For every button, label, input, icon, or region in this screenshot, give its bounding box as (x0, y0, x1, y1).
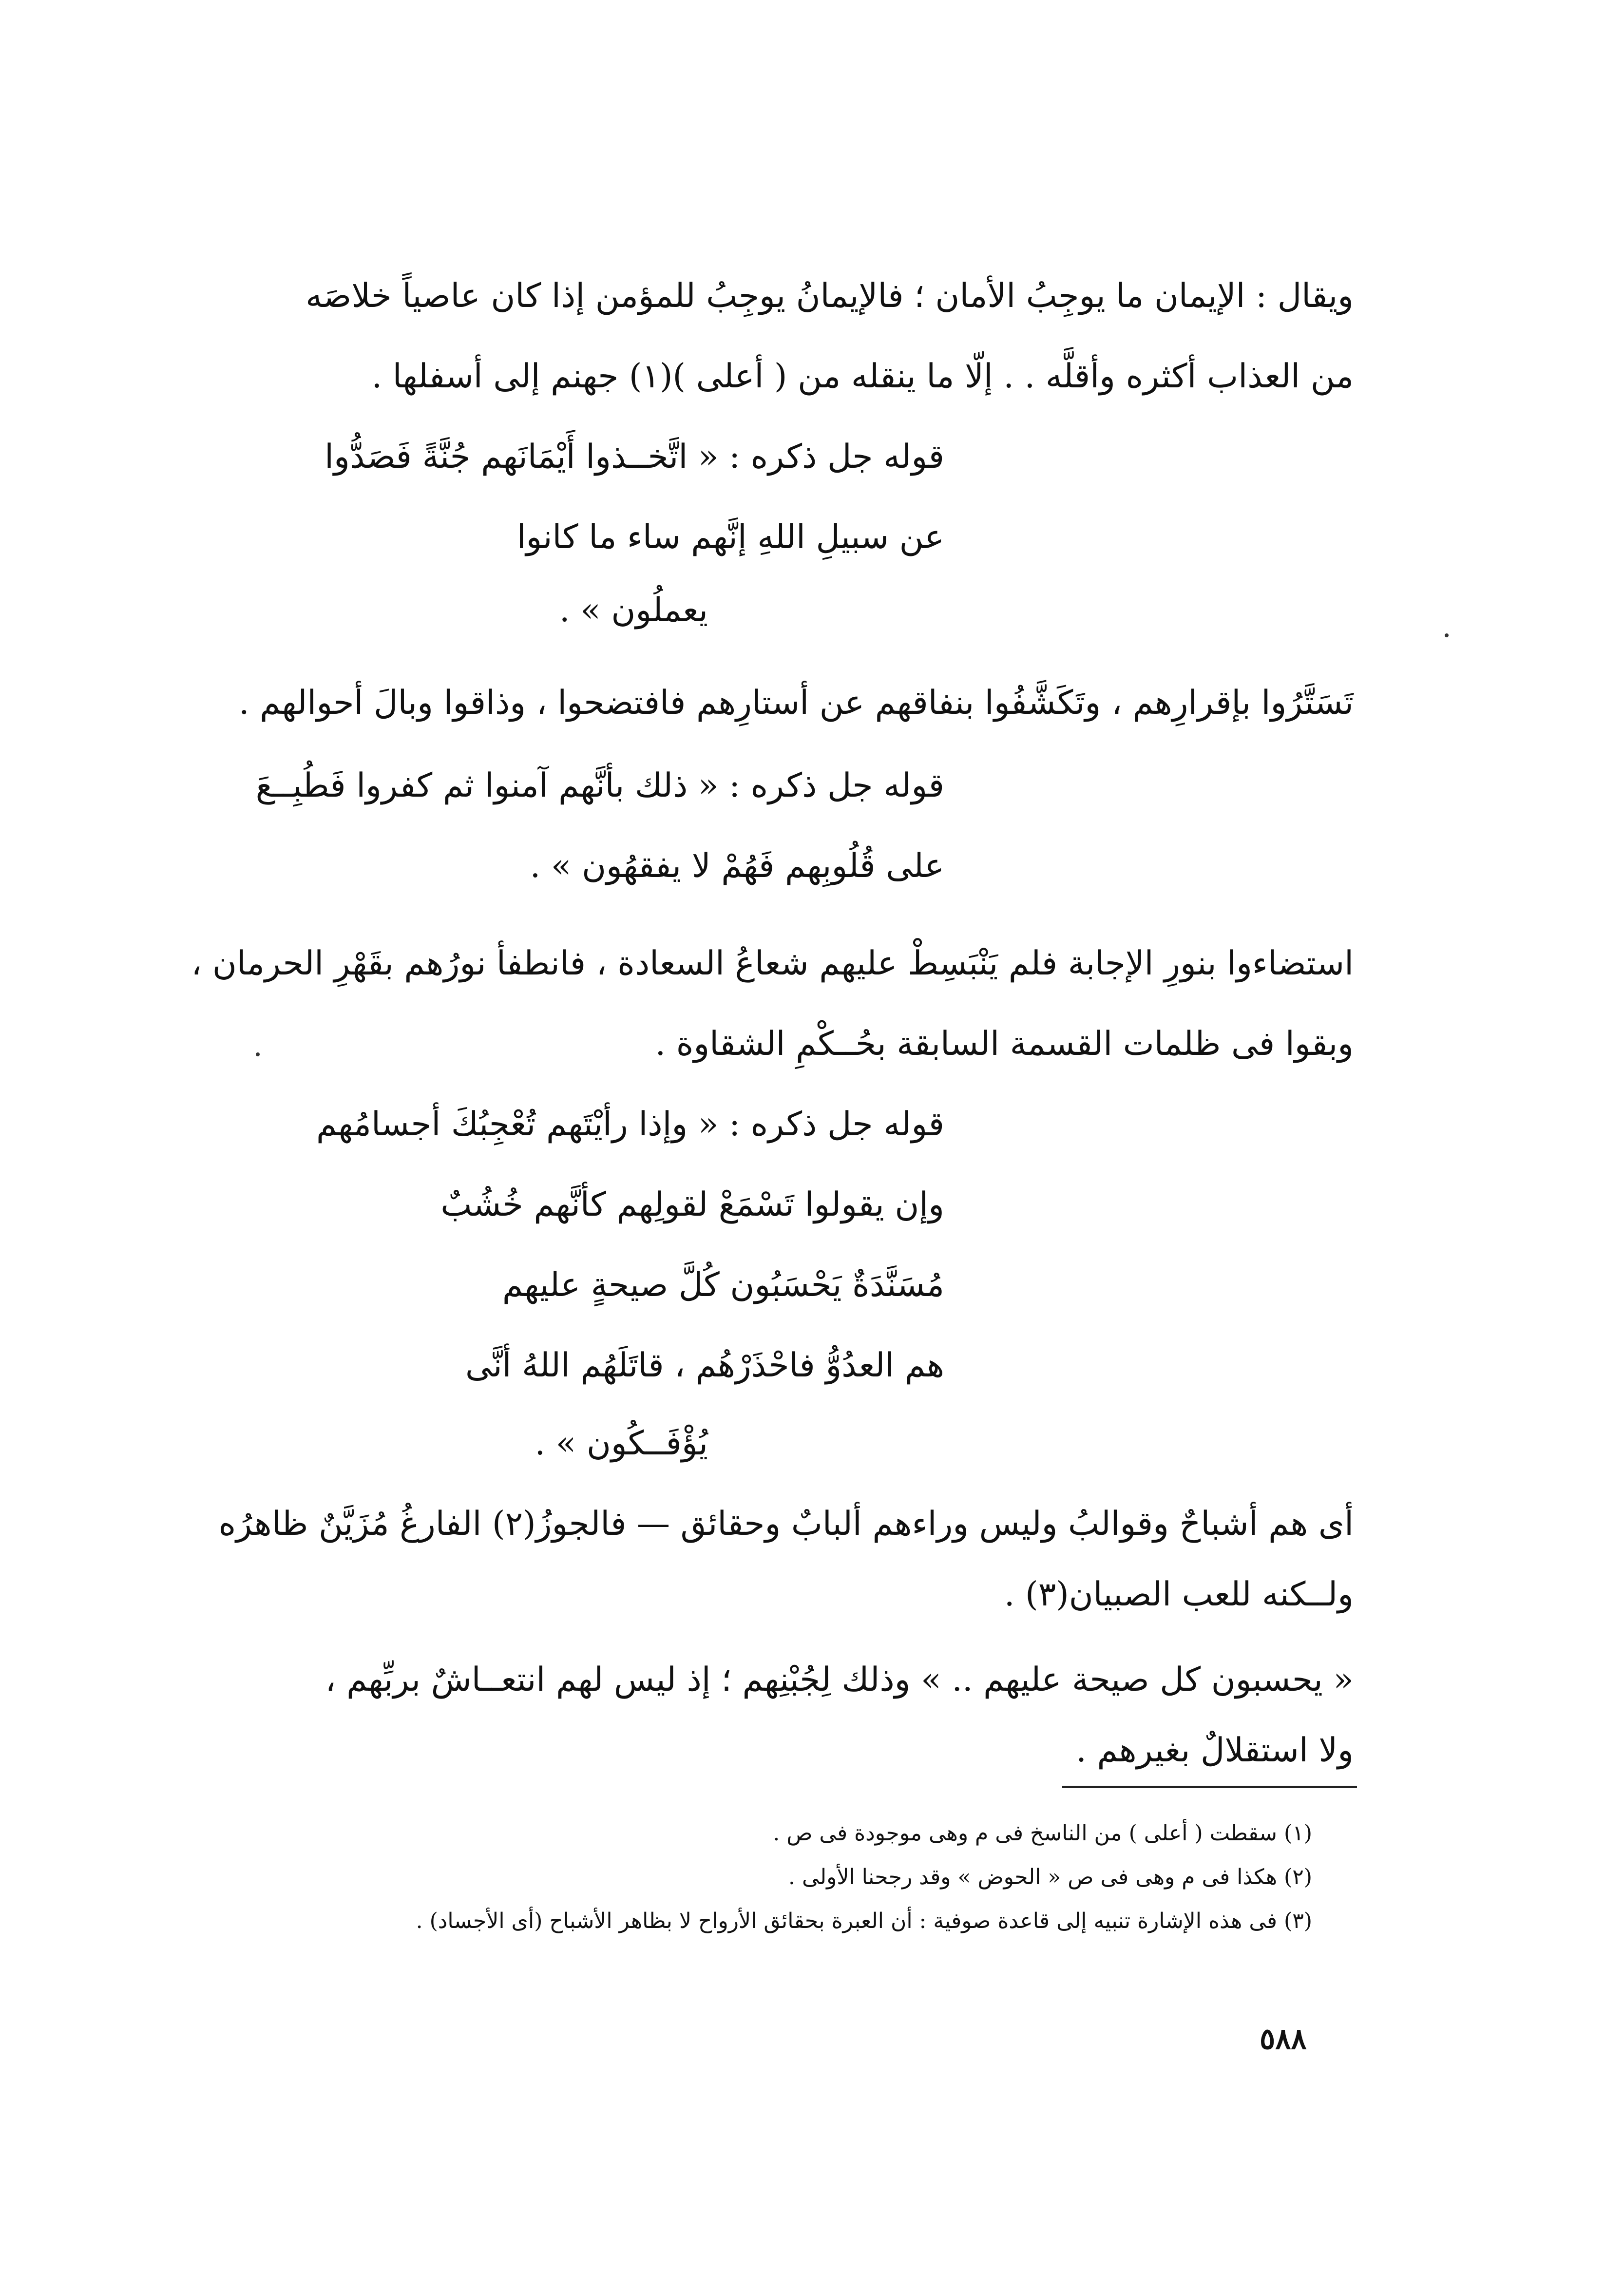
paragraph-2-line-1: تَسَتَّرُوا بإقرارِهم ، وتَكَشَّفُوا بنفاقهم عن أستارِهم فافتضحوا ، وذاقوا وبالَ أحوالهم . (238, 684, 1354, 722)
verse-3-line-4: هم العدُوُّ فاحْذَرْهُم ، قاتَلَهُم اللهُ أنَّى (465, 1346, 944, 1385)
verse-3-line-5: يُؤْفَــكُون » . (535, 1424, 708, 1463)
footnote-2: (٢) هكذا فى م وهى فى ص « الحوض » وقد رجحنا الأولى . (788, 1865, 1312, 1890)
verse-1-line-3: يعملُون » . (559, 591, 708, 630)
verse-1-line-1: قوله جل ذكره : « اتَّخــذوا أَيْمَانَهم جُنَّةً فَصَدُّوا (325, 438, 944, 476)
paragraph-1-line-1: ويقال : الإيمان ما يوجِبُ الأمان ؛ فالإيمانُ يوجِبُ للمؤمن إذا كان عاصياً خلاصَه (306, 277, 1354, 315)
paragraph-5-line-2: ولا استقلالٌ بغيرهم . (1076, 1731, 1354, 1770)
paragraph-4-line-1: أى هم أشباحٌ وقوالبُ وليس وراءهم ألبابٌ وحقائق — فالجوزُ(٢) الفارغُ مُزَيَّنٌ ظاهرُه (218, 1505, 1354, 1543)
verse-3-line-1: قوله جل ذكره : « وإذا رأيْتَهم تُعْجِبُكَ أجسامُهم (316, 1105, 944, 1144)
footnote-3: (٣) فى هذه الإشارة تنبيه إلى قاعدة صوفية : أن العبرة بحقائق الأرواح لا بظاهر الأشباح (أى الأجساد) . (416, 1909, 1312, 1933)
footnote-divider (1062, 1786, 1357, 1788)
stray-print-mark (1445, 633, 1449, 637)
stray-print-mark (256, 1052, 260, 1056)
page-number: ٥٨٨ (1260, 2022, 1307, 2056)
verse-1-line-2: عن سبيلِ اللهِ إنَّهم ساء ما كانوا (516, 518, 944, 556)
verse-2-line-1: قوله جل ذكره : « ذلك بأنَّهم آمنوا ثم كفروا فَطُبِــعَ (255, 766, 944, 805)
footnote-1: (١) سقطت ( أعلى ) من الناسخ فى م وهى موجودة فى ص . (773, 1821, 1312, 1846)
paragraph-3-line-1: استضاءوا بنورِ الإجابة فلم يَنْبَسِطْ عليهم شعاعُ السعادة ، فانطفأ نورُهم بقَهْرِ الحرمان ، (191, 944, 1354, 983)
verse-3-line-2: وإن يقولوا تَسْمَعْ لقولِهم كأنَّهم خُشُبٌ (440, 1185, 944, 1224)
verse-3-line-3: مُسَنَّدَةٌ يَحْسَبُون كُلَّ صيحةٍ عليهم (502, 1266, 944, 1304)
paragraph-1-line-2: من العذاب أكثره وأقلَّه . . إلّا ما ينقله من ( أعلى )(١) جهنم إلى أسفلها . (371, 357, 1354, 396)
paragraph-3-line-2: وبقوا فى ظلمات القسمة السابقة بحُــكْمِ الشقاوة . (655, 1025, 1354, 1063)
paragraph-5-line-1: « يحسبون كل صيحة عليهم .. » وذلك لِجُبْنِهم ؛ إذ ليس لهم انتعــاشٌ بربِّهم ، (325, 1661, 1354, 1699)
paragraph-4-line-2: ولــكنه للعب الصبيان(٣) . (1004, 1575, 1354, 1614)
verse-2-line-2: على قُلُوبِهم فَهُمْ لا يفقهُون » . (530, 847, 944, 885)
